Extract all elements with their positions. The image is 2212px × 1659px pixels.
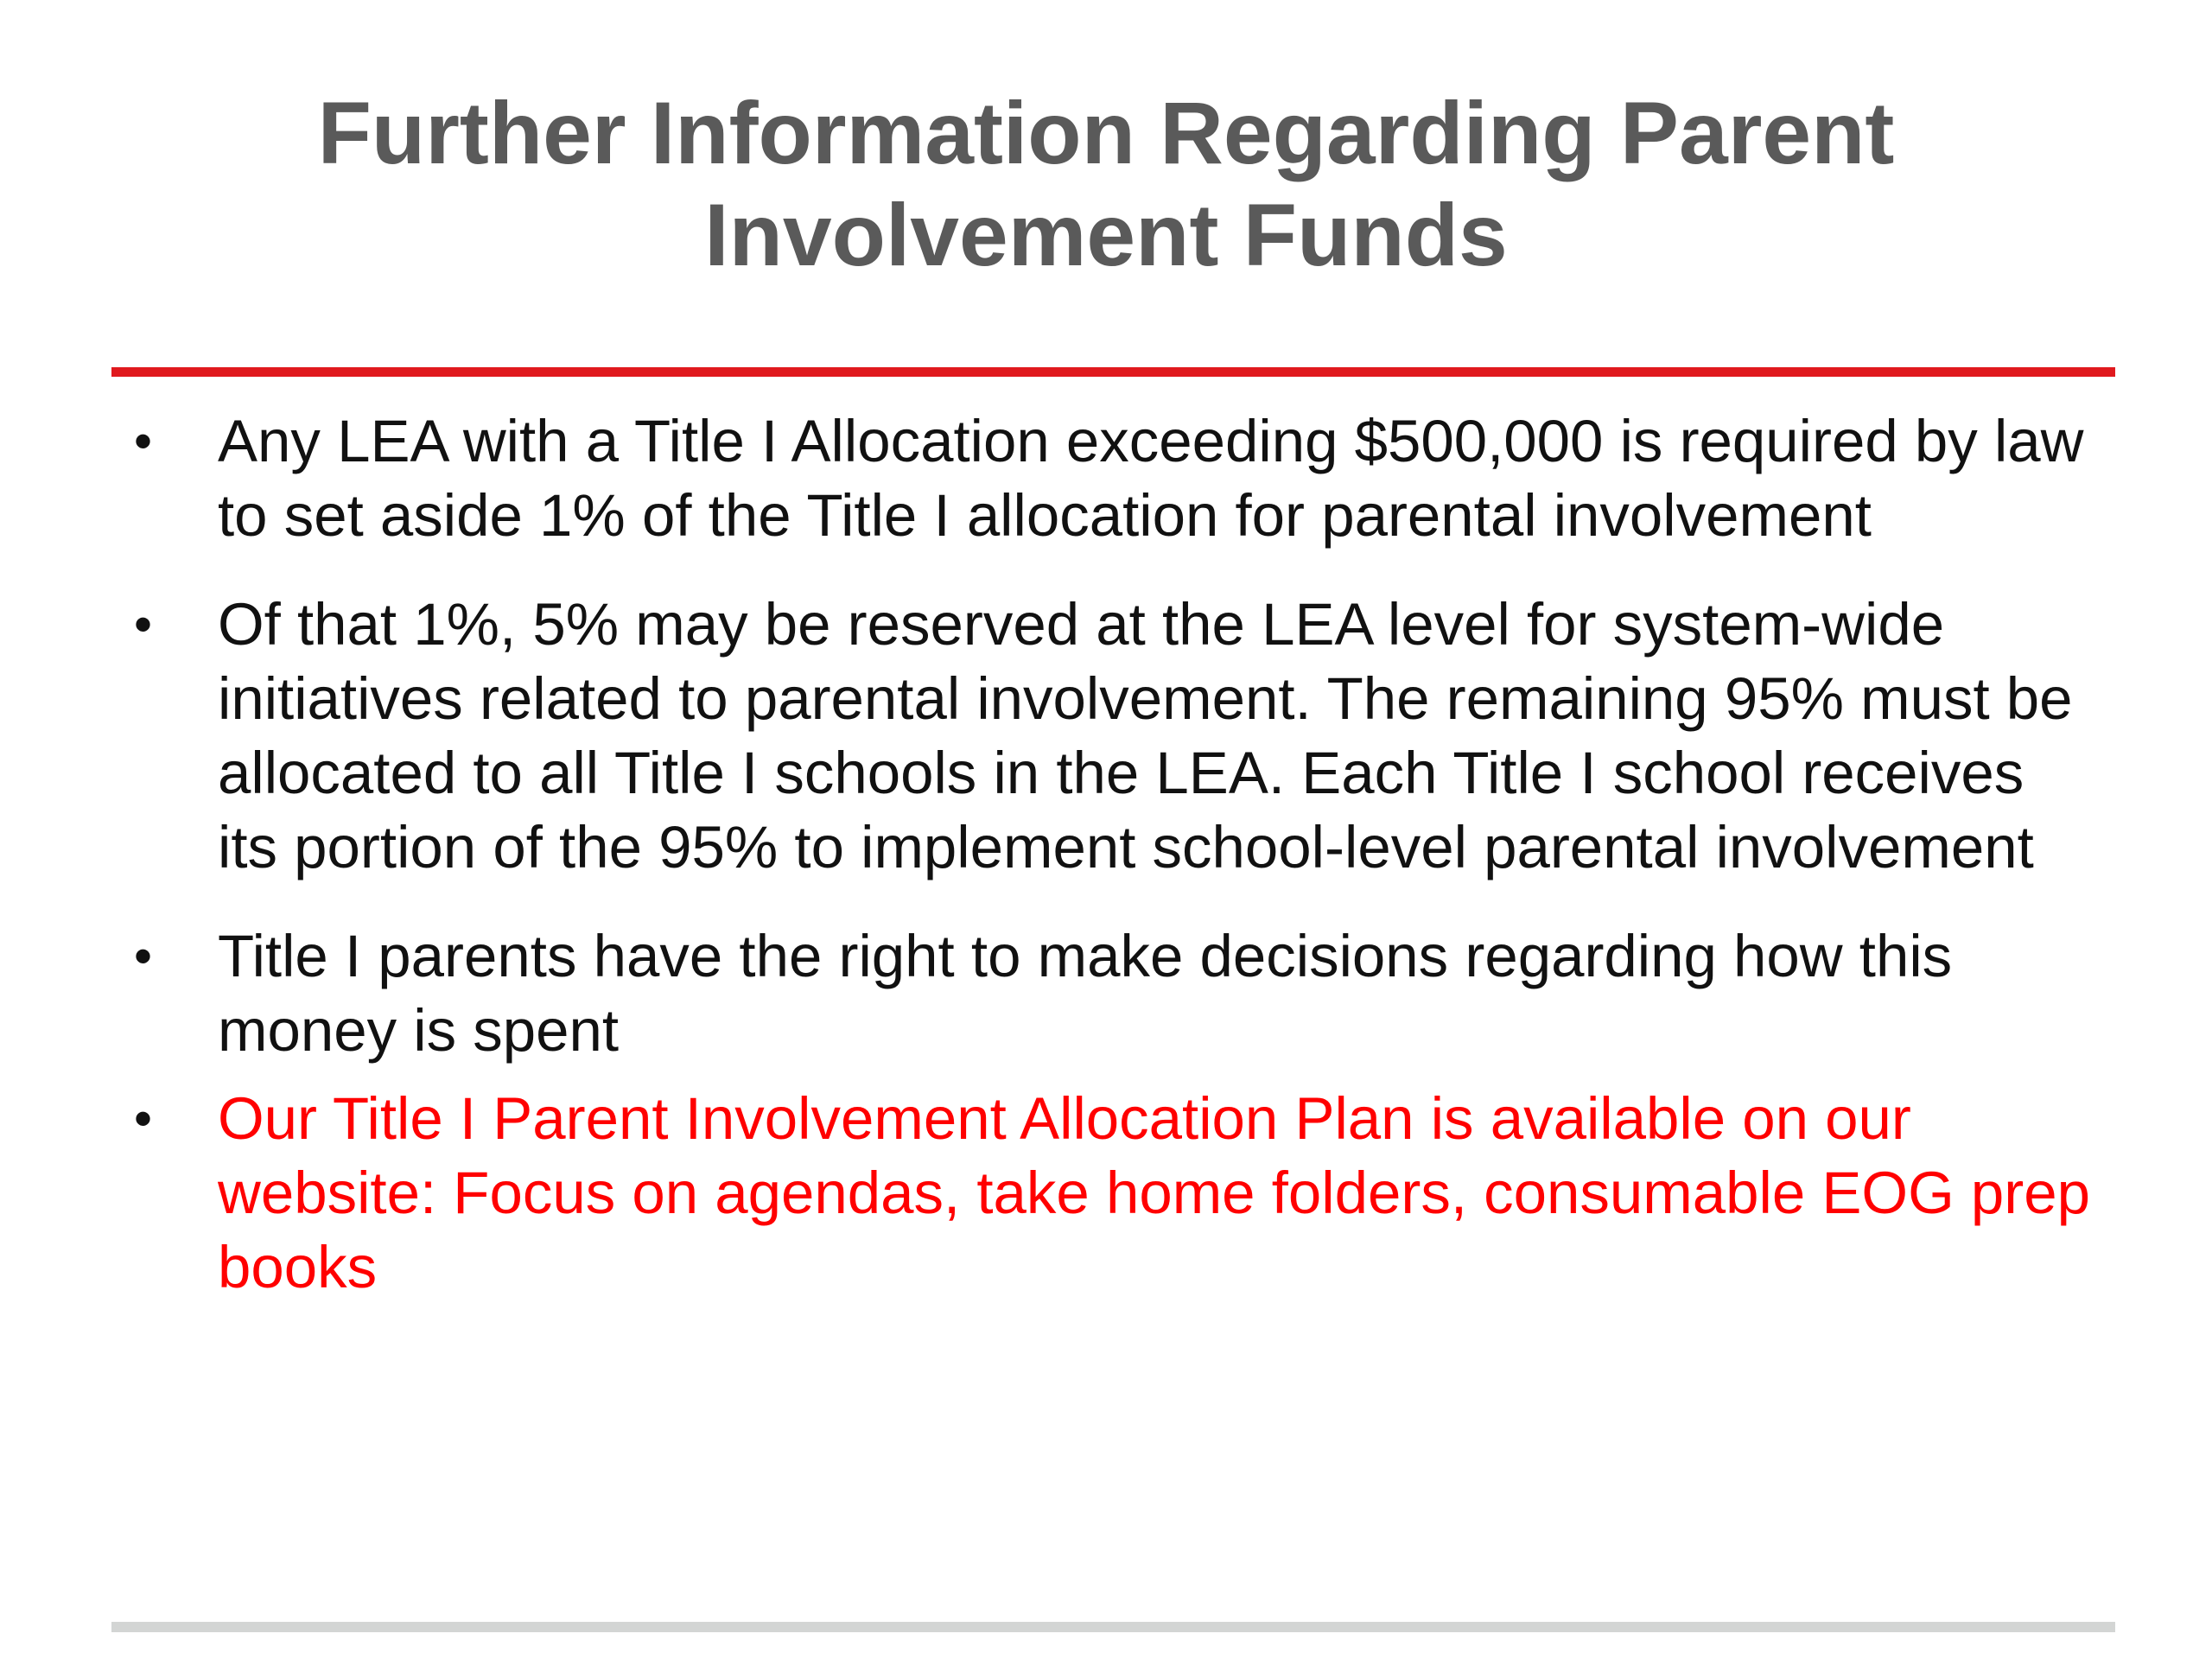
bullet-list (130, 404, 2091, 1305)
bullet-text: Of that 1%, 5% may be reserved at the LEA level for system-wide initiatives related to parental involvement. The remaining 95% must be allocated to all Title I schools in the LEA. Each Title I school receives its portion of the 95% to implement school-level parental involvement (218, 591, 2073, 880)
bullet-item-highlighted (130, 1082, 2091, 1305)
slide-title-line-1: Further Information Regarding Parent (317, 84, 1895, 182)
slide-title-line-2: Involvement Funds (704, 186, 1508, 284)
bullet-text: Our Title I Parent Involvement Allocation Plan is available on our website: Focus on agendas, take home folders, consumable EOG prep books (218, 1085, 2091, 1300)
bullet-point-icon: • (134, 1090, 153, 1147)
footer-divider (111, 1622, 2115, 1632)
bullet-point-icon: • (134, 595, 153, 653)
bullet-item (130, 588, 2091, 885)
bullet-text: Title I parents have the right to make decisions regarding how this money is spent (218, 923, 1953, 1064)
bullet-item (130, 404, 2091, 553)
bullet-text: Any LEA with a Title I Allocation exceeding $500,000 is required by law to set aside 1% of the Title I allocation for parental involvement (218, 408, 2084, 549)
bullet-point-icon: • (134, 412, 153, 470)
slide-title (173, 82, 2039, 286)
bullet-item (130, 919, 2091, 1068)
title-divider (111, 367, 2115, 377)
bullet-point-icon: • (134, 927, 153, 985)
